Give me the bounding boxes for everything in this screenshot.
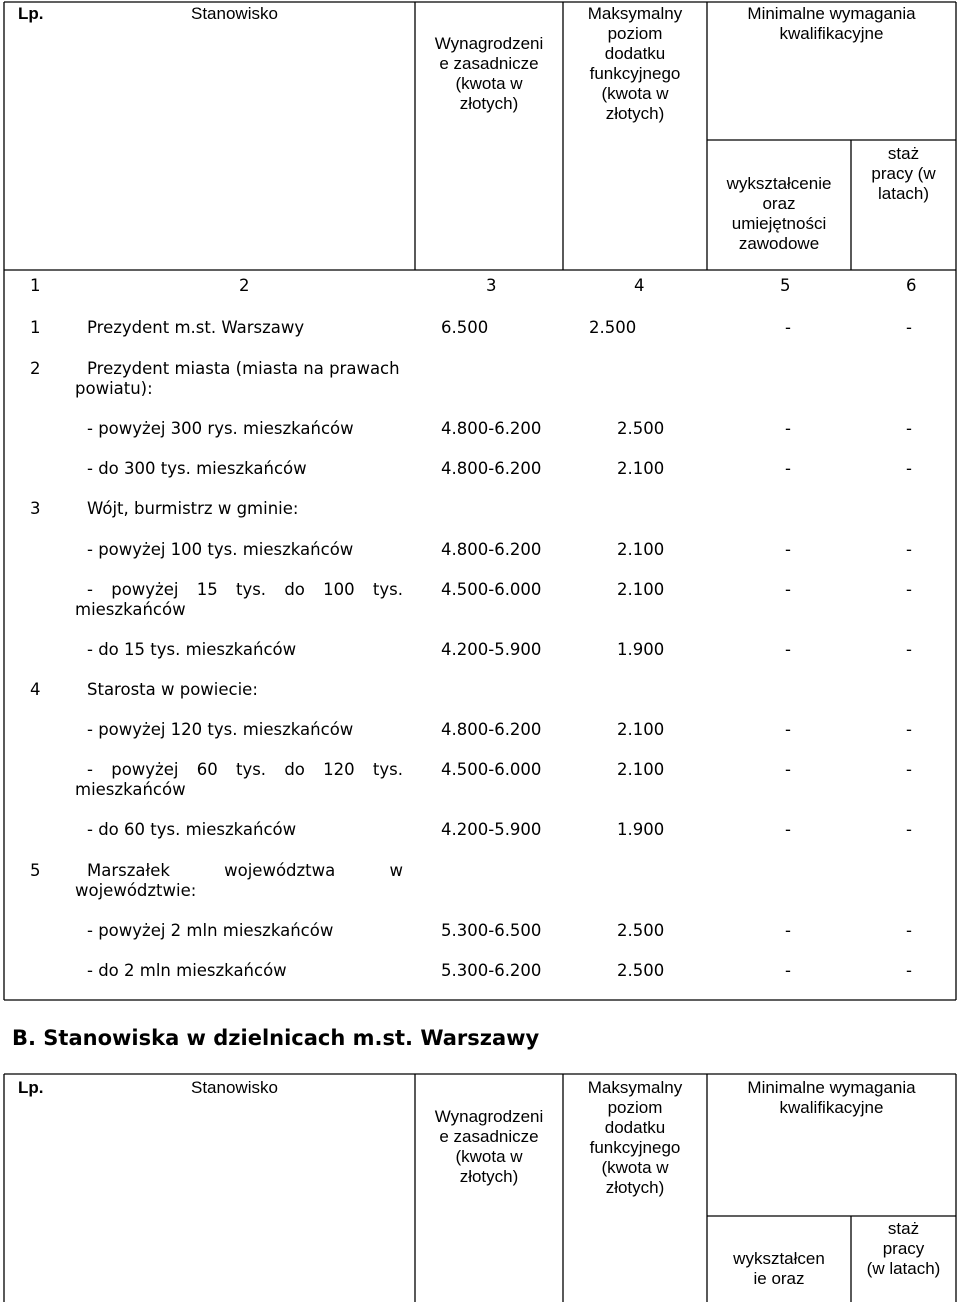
row-edu: - — [785, 540, 791, 559]
row-edu: - — [785, 318, 791, 337]
row-name: - powyżej 120 tys. mieszkańców — [87, 720, 354, 739]
row-salary: 6.500 — [441, 318, 489, 337]
row-lp: 3 — [30, 499, 41, 518]
row-bonus: 2.100 — [617, 720, 665, 739]
row-bonus: 2.100 — [617, 540, 665, 559]
row-edu: - — [785, 820, 791, 839]
row-name: - do 2 mln mieszkańców — [87, 961, 287, 980]
row-staz: - — [906, 540, 912, 559]
row-name: - powyżej 60 tys. do 120 tys. — [87, 760, 403, 779]
row-lp: 2 — [30, 359, 41, 378]
row-staz: - — [906, 318, 912, 337]
row-bonus: 1.900 — [617, 640, 665, 659]
header-stanowisko: Stanowisko — [191, 4, 278, 23]
row-edu: - — [785, 921, 791, 940]
column-number: 6 — [906, 276, 917, 295]
header-stanowisko: Stanowisko — [191, 1078, 278, 1097]
row-salary: 4.800-6.200 — [441, 540, 542, 559]
row-staz: - — [906, 459, 912, 478]
row-lp: 4 — [30, 680, 41, 699]
row-bonus: 1.900 — [617, 820, 665, 839]
row-staz: - — [906, 760, 912, 779]
row-name: - do 60 tys. mieszkańców — [87, 820, 297, 839]
row-name: Prezydent m.st. Warszawy — [87, 318, 305, 337]
row-salary: 4.200-5.900 — [441, 640, 542, 659]
row-name: Prezydent miasta (miasta na prawach — [87, 359, 400, 378]
row-salary: 4.500-6.000 — [441, 580, 542, 599]
row-name: Starosta w powiecie: — [87, 680, 258, 699]
row-staz: - — [906, 720, 912, 739]
row-salary: 4.800-6.200 — [441, 459, 542, 478]
row-name-cont: województwie: — [75, 881, 197, 900]
row-name: - powyżej 2 mln mieszkańców — [87, 921, 334, 940]
row-edu: - — [785, 961, 791, 980]
row-salary: 4.800-6.200 — [441, 419, 542, 438]
row-name: - powyżej 100 tys. mieszkańców — [87, 540, 354, 559]
section-title: B. Stanowiska w dzielnicach m.st. Warszawy — [12, 1026, 540, 1050]
row-edu: - — [785, 720, 791, 739]
header-dodatek: Maksymalny poziom dodatku funkcyjnego (kwota w złotych) — [587, 4, 683, 123]
row-salary: 4.200-5.900 — [441, 820, 542, 839]
row-bonus: 2.500 — [617, 921, 665, 940]
column-number: 1 — [30, 276, 41, 295]
header-wyksztalcenie: wykształcenie oraz umiejętności zawodowe — [726, 174, 832, 253]
header-lp: Lp. — [18, 1078, 44, 1097]
column-number: 3 — [486, 276, 497, 295]
row-edu: - — [785, 580, 791, 599]
row-staz: - — [906, 820, 912, 839]
row-edu: - — [785, 760, 791, 779]
row-lp: 1 — [30, 318, 41, 337]
header-staz: staż pracy (w latach) — [871, 144, 936, 203]
row-staz: - — [906, 921, 912, 940]
row-staz: - — [906, 580, 912, 599]
header-dodatek: Maksymalny poziom dodatku funkcyjnego (kwota w złotych) — [587, 1078, 683, 1197]
row-edu: - — [785, 640, 791, 659]
row-name: Wójt, burmistrz w gminie: — [87, 499, 299, 518]
row-edu: - — [785, 419, 791, 438]
row-bonus: 2.100 — [617, 580, 665, 599]
header-lp: Lp. — [18, 4, 44, 23]
row-bonus: 2.500 — [617, 419, 665, 438]
row-salary: 5.300-6.500 — [441, 921, 542, 940]
row-name: - do 300 tys. mieszkańców — [87, 459, 307, 478]
row-edu: - — [785, 459, 791, 478]
row-bonus: 2.500 — [617, 961, 665, 980]
row-bonus: 2.500 — [589, 318, 637, 337]
column-number: 5 — [780, 276, 791, 295]
row-salary: 4.800-6.200 — [441, 720, 542, 739]
header-wynagrodzenie: Wynagrodzeni e zasadnicze (kwota w złotych) — [434, 1107, 544, 1186]
row-name-cont: mieszkańców — [75, 600, 186, 619]
row-name-cont: mieszkańców — [75, 780, 186, 799]
row-bonus: 2.100 — [617, 459, 665, 478]
row-name: - powyżej 15 tys. do 100 tys. — [87, 580, 403, 599]
row-staz: - — [906, 961, 912, 980]
row-name: - powyżej 300 rys. mieszkańców — [87, 419, 354, 438]
column-number: 4 — [634, 276, 645, 295]
row-bonus: 2.100 — [617, 760, 665, 779]
header-staz: staż pracy (w latach) — [866, 1219, 941, 1278]
header-wymagania: Minimalne wymagania kwalifikacyjne — [747, 1078, 916, 1117]
row-name: - do 15 tys. mieszkańców — [87, 640, 297, 659]
header-wynagrodzenie: Wynagrodzeni e zasadnicze (kwota w złotych) — [434, 34, 544, 113]
header-wymagania: Minimalne wymagania kwalifikacyjne — [747, 4, 916, 43]
row-name: Marszałek województwa w — [87, 861, 403, 880]
row-lp: 5 — [30, 861, 41, 880]
header-wyksztalcenie: wykształcen ie oraz — [733, 1249, 825, 1288]
row-salary: 5.300-6.200 — [441, 961, 542, 980]
row-salary: 4.500-6.000 — [441, 760, 542, 779]
column-number: 2 — [239, 276, 250, 295]
row-staz: - — [906, 640, 912, 659]
row-staz: - — [906, 419, 912, 438]
row-name-cont: powiatu): — [75, 379, 153, 398]
